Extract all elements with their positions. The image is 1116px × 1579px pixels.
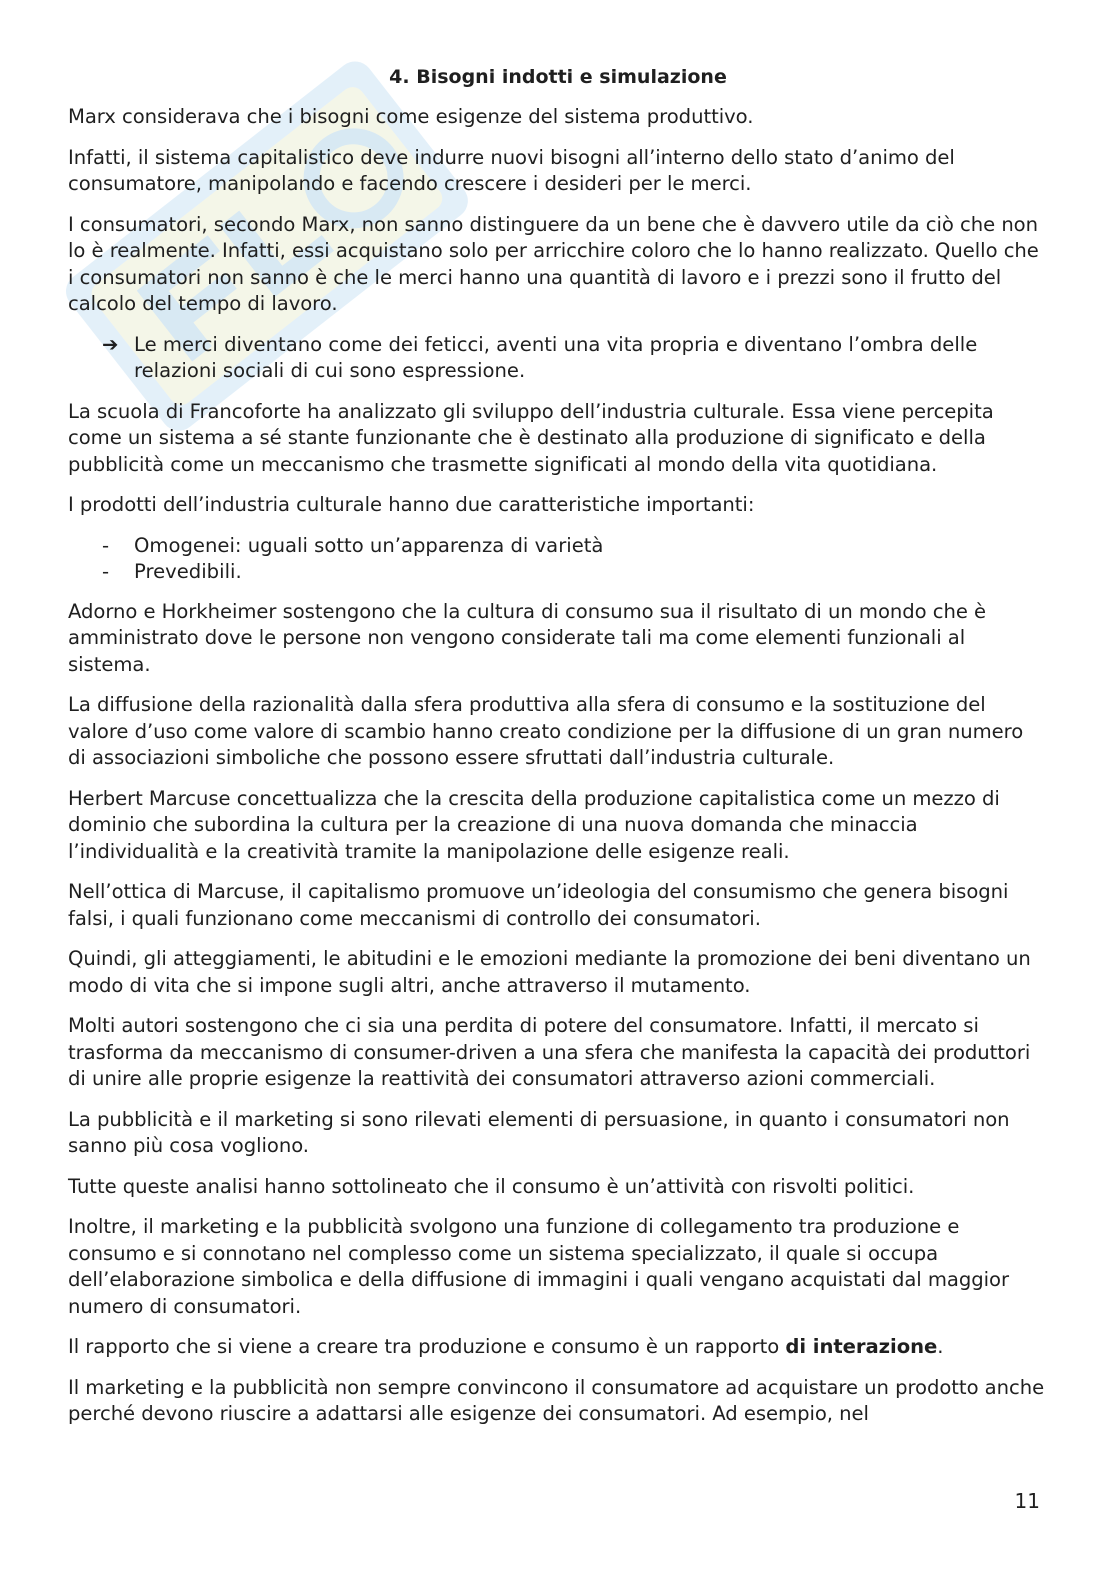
section-title: 4. Bisogni indotti e simulazione [389, 66, 727, 88]
paragraph: Tutte queste analisi hanno sottolineato che il consumo è un’attività con risvolti politici. [68, 1174, 915, 1198]
arrow-right-icon: ➔ [102, 332, 119, 356]
arrow-list-text: Le merci diventano come dei feticci, aventi una vita propria e diventano l’ombra delle relazioni sociali di cui sono espressione. [134, 332, 978, 382]
arrow-list-item [102, 332, 1046, 385]
list-item-text: Omogenei: uguali sotto un’apparenza di varietà [134, 533, 604, 557]
list-item [68, 533, 1046, 559]
list-item-text: Prevedibili. [134, 559, 242, 583]
paragraph: Molti autori sostengono che ci sia una perdita di potere del consumatore. Infatti, il mercato si trasforma da meccanismo di consumer-driven a una sfera che manifesta la capacità dei produttori di unire alle proprie esigenze la reattività dei consumatori attraverso azioni commerciali. [68, 1014, 1031, 1090]
paragraph: Nell’ottica di Marcuse, il capitalismo promuove un’ideologia del consumismo che genera bisogni falsi, i quali funzionano come meccanismi di controllo dei consumatori. [68, 880, 1009, 930]
paragraph: I consumatori, secondo Marx, non sanno distinguere da un bene che è davvero utile da ciò che non lo è realmente. Infatti, essi acquistano solo per arricchire coloro che lo hanno realizzato. Quello che i consumatori non sanno è che le merci hanno una quantità di lavoro e i prezzi sono il frutto del calcolo del tempo di lavoro. [68, 212, 1039, 315]
page-number: 11 [1014, 1489, 1040, 1513]
document-content [68, 64, 1046, 1428]
paragraph: Infatti, il sistema capitalistico deve indurre nuovi bisogni all’interno dello stato d’animo del consumatore, manipolando e facendo crescere i desideri per le merci. [68, 145, 955, 195]
bullet-list [68, 533, 1046, 585]
paragraph: La pubblicità e il marketing si sono rilevati elementi di persuasione, in quanto i consumatori non sanno più cosa vogliono. [68, 1107, 1010, 1157]
emphasis-text: di interazione [785, 1335, 938, 1358]
paragraph: Quindi, gli atteggiamenti, le abitudini e le emozioni mediante la promozione dei beni diventano un modo di vita che si impone sugli altri, anche attraverso il mutamento. [68, 947, 1031, 997]
paragraph: Il marketing e la pubblicità non sempre convincono il consumatore ad acquistare un prodotto anche perché devono riuscire a adattarsi alle esigenze dei consumatori. Ad esempio, nel [68, 1375, 1045, 1425]
paragraph: La diffusione della razionalità dalla sfera produttiva alla sfera di consumo e la sostituzione del valore d’uso come valore di scambio hanno creato condizione per la diffusione di un gran numero di associazioni simboliche che possono essere sfruttati dall’industria culturale. [68, 693, 1024, 769]
paragraph: Inoltre, il marketing e la pubblicità svolgono una funzione di collegamento tra produzione e consumo e si connotano nel complesso come un sistema specializzato, il quale si occupa dell’elaborazione simbolica e della diffusione di immagini i quali vengano acquistati dal maggior numero di consumatori. [68, 1215, 1009, 1318]
paragraph-text-end: . [937, 1335, 944, 1358]
paragraph-with-emphasis [68, 1334, 1046, 1361]
paragraph: Marx considerava che i bisogni come esigenze del sistema produttivo. [68, 105, 754, 128]
list-item [68, 559, 1046, 585]
paragraph: Herbert Marcuse concettualizza che la crescita della produzione capitalistica come un mezzo di dominio che subordina la cultura per la creazione di una nuova domanda che minaccia l’individualità e la creatività tramite la manipolazione delle esigenze reali. [68, 786, 1000, 863]
paragraph: La scuola di Francoforte ha analizzato gli sviluppo dell’industria culturale. Essa viene percepita come un sistema a sé stante funzionante che è destinato alla produzione di significato e della pubblicità come un meccanismo che trasmette significati al mondo della vita quotidiana. [68, 399, 994, 476]
list-marker: - [102, 533, 110, 557]
paragraph: Adorno e Horkheimer sostengono che la cultura di consumo sua il risultato di un mondo che è amministrato dove le persone non vengono considerate tali ma come elementi funzionali al sistema. [68, 599, 987, 676]
paragraph-text: Il rapporto che si viene a creare tra produzione e consumo è un rapporto [68, 1335, 786, 1358]
paragraph: I prodotti dell’industria culturale hanno due caratteristiche importanti: [68, 493, 755, 516]
list-marker: - [102, 559, 110, 583]
